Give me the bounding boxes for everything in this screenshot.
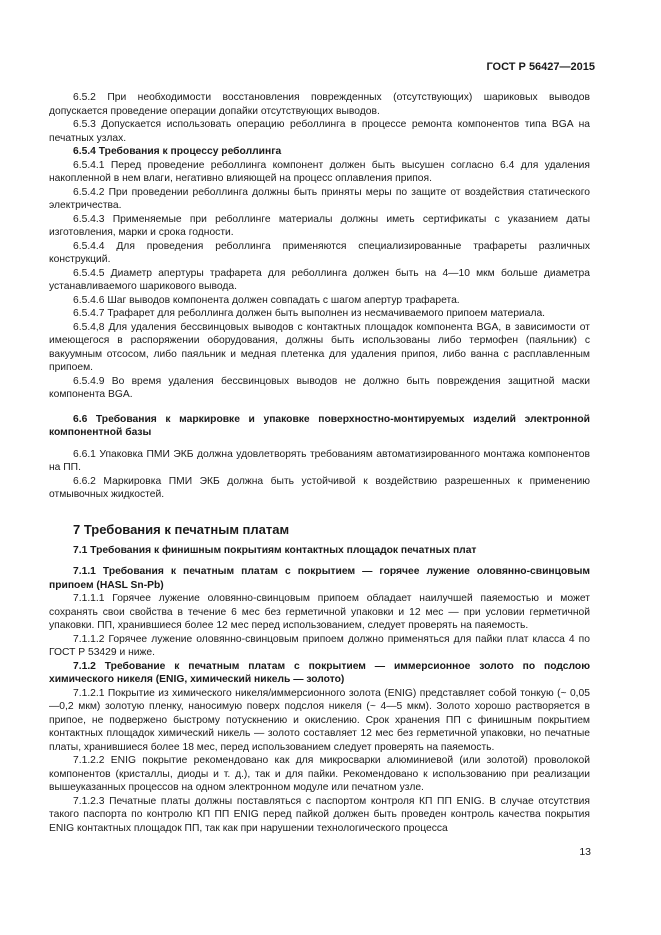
paragraph-6-5-3: 6.5.3 Допускается использовать операцию реболлинга в процессе ремонта компонентов типа BGA на печатных узлах. (49, 119, 590, 144)
paragraph-6-5-4-9: 6.5.4.9 Во время удаления бессвинцовых выводов не должно быть повреждения защитной маски компонента BGA. (49, 375, 590, 400)
paragraph-6-6-2: 6.6.2 Маркировка ПМИ ЭКБ должна быть устойчивой к воздействию разрешенных к применению отмывочных жидкостей. (49, 475, 590, 500)
heading-6-6: 6.6 Требования к маркировке и упаковке поверхностно-монтируемых изделий электронной компонентной базы (49, 413, 590, 438)
paragraph-6-5-4-4: 6.5.4.4 Для проведения реболлинга применяются специализированные трафареты различных конструкций. (49, 240, 590, 265)
paragraph-6-5-4-1: 6.5.4.1 Перед проведение реболлинга компонент должен быть высушен согласно 6.4 для удаления накопленной в нем влаги, негативно влияющей на процесс оплавления припоя. (49, 159, 590, 184)
paragraph-6-5-2: 6.5.2 При необходимости восстановления поврежденных (отсутствующих) шариковых выводов допускается проведение операции допайки отсутствующих выводов. (49, 92, 590, 117)
paragraph-7-1-2-1: 7.1.2.1 Покрытие из химического никеля/иммерсионного золота (ENIG) представляет собой тонкую (~ 0,05—0,2 мкм) золотую пленку, наносимую поверх подслоя никеля (~ 4—5 мкм). Золото хорошо растворяется в припое, не подвержено быстрому потускнению и окислению. Срок хранения ПП с финишным покрытием контактных площадок химический никель — золото составляет 12 мес без герметичной упаковки, но печатные платы, хранившиеся более 18 мес, перед использованием следует проверять на паяемость. (49, 687, 590, 753)
heading-6-5-4: 6.5.4 Требования к процессу реболлинга (73, 146, 282, 157)
paragraph-7-1-2-3: 7.1.2.3 Печатные платы должны поставляться с паспортом контроля КП ПП ENIG. В случае отсутствия такого паспорта по контролю КП ПП ENIG перед пайкой должен быть проведен контроль качества покрытия ENIG контактных площадок ПП, так как при нарушении технологического процесса (49, 795, 590, 834)
paragraph-7-1-1-2: 7.1.1.2 Горячее лужение оловянно-свинцовым припоем должно применяться для пайки плат класса 4 по ГОСТ Р 53429 и ниже. (49, 633, 590, 658)
paragraph-7-1-2-2: 7.1.2.2 ENIG покрытие рекомендовано как для микросварки алюминиевой (или золотой) проволокой компонентов (кристаллы, диоды и т. д.), так и для пайки. Рекомендовано к использованию при реализации вышеуказанных процессов на одном электронном модуле или печатном узле. (49, 755, 590, 793)
paragraph-6-5-4-8: 6.5.4,8 Для удаления бессвинцовых выводов с контактных площадок компонента BGA, в зависимости от имеющегося в распоряжении оборудования, должны быть использованы либо термофен (паяльник) с вакуумным отсосом, либо паяльник и медная плетенка для удаления припоя, либо ванна с расплавленным припоем. (49, 321, 590, 373)
heading-7-1: 7.1 Требования к финишным покрытиям контактных площадок печатных плат (73, 544, 477, 556)
document-code: ГОСТ Р 56427—2015 (486, 61, 595, 73)
heading-7-1-2: 7.1.2 Требование к печатным платам с покрытием — иммерсионное золото по подслою химического никеля (ENIG, химический никель — золото) (49, 660, 590, 685)
paragraph-6-5-4-6: 6.5.4.6 Шаг выводов компонента должен совпадать с шагом апертур трафарета. (73, 294, 460, 306)
paragraph-6-5-4-7: 6.5.4.7 Трафарет для реболлинга должен быть выполнен из несмачиваемого припоем материала. (73, 308, 546, 319)
document-body (49, 91, 590, 835)
page-number: 13 (579, 846, 591, 858)
paragraph-6-5-4-5: 6.5.4.5 Диаметр апертуры трафарета для реболлинга должен быть на 4—10 мкм больше диаметра устанавливаемого шарикового вывода. (49, 267, 590, 292)
paragraph-6-5-4-3: 6.5.4.3 Применяемые при реболлинге материалы должны иметь сертификаты с указанием даты изготовления, марки и срока годности. (49, 213, 590, 238)
paragraph-6-5-4-2: 6.5.4.2 При проведении реболлинга должны быть приняты меры по защите от воздействия статического электричества. (49, 186, 590, 211)
paragraph-6-6-1: 6.6.1 Упаковка ПМИ ЭКБ должна удовлетворять требованиям автоматизированного монтажа компонентов на ПП. (49, 448, 590, 473)
heading-7-1-1: 7.1.1 Требования к печатным платам с покрытием — горячее лужение оловянно-свинцовым припоем (HASL Sn-Pb) (49, 566, 590, 591)
paragraph-7-1-1-1: 7.1.1.1 Горячее лужение оловянно-свинцовым припоем обладает наилучшей паяемостью и может сохранять свои свойства в течение 6 мес без герметичной упаковки и 12 мес — при условии герметичной упаковки. ПП, хранившиеся более 12 мес перед использованием, следует проверять на паяемость. (49, 593, 590, 631)
chapter-7-title: 7 Требования к печатным платам (73, 521, 290, 537)
